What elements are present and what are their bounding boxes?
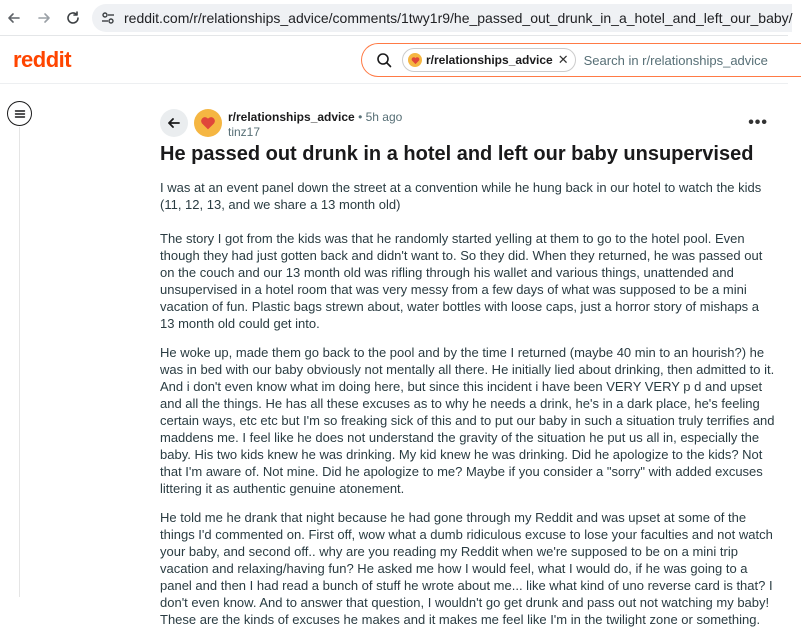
search-icon bbox=[374, 50, 394, 70]
subreddit-chip-label: r/relationships_advice bbox=[426, 53, 553, 67]
post-paragraph: I was at an event panel down the street at a convention while he hung back in our hotel to watch the kids (11, 12, 13, and we share a 13 month old) bbox=[160, 180, 762, 212]
site-settings-icon[interactable] bbox=[100, 8, 116, 28]
post-meta-line bbox=[228, 110, 402, 124]
author-link[interactable]: tinz17 bbox=[228, 125, 261, 139]
subreddit-heart-icon bbox=[408, 53, 422, 67]
subreddit-link[interactable]: r/relationships_advice bbox=[228, 110, 355, 124]
rail-divider bbox=[19, 127, 20, 597]
back-button[interactable] bbox=[160, 109, 188, 137]
url-text[interactable]: reddit.com/r/relationships_advice/comments/1twy1r9/he_passed_out_drunk_in_a_hotel_and_left_our_baby/ bbox=[124, 10, 793, 26]
browser-toolbar bbox=[0, 0, 793, 36]
forward-arrow-icon[interactable] bbox=[34, 8, 54, 28]
post-title: He passed out drunk in a hotel and left our baby unsupervised bbox=[160, 143, 754, 165]
reddit-logo[interactable]: reddit bbox=[13, 47, 72, 72]
overflow-menu-icon[interactable]: ••• bbox=[748, 114, 768, 131]
post-paragraph: He told me he drank that night because he had gone through my Reddit and was upset at some of the things I'd commented on. First off, wow what a dumb ridiculous excuse to lose your faculties and not watch your baby, and second off.. why are you reading my Reddit when we're supposed to be on a mini trip vacation and relaxing/having fun? He asked me how I would feel, what I would do, if he was going to a panel and then I had read a bunch of stuff he wrote about me... like what kind of uno reverse card is that? I don't even know. And to answer that question, I wouldn't go get drunk and pass out not watching my baby! These are the kinds of excuses he makes and it makes me feel like I'm in the twilight zone or something. bbox=[160, 510, 773, 627]
post-body bbox=[160, 179, 775, 640]
post-meta bbox=[160, 108, 770, 140]
back-arrow-icon[interactable] bbox=[4, 8, 24, 28]
subreddit-filter-chip[interactable] bbox=[402, 48, 576, 72]
menu-icon[interactable] bbox=[7, 101, 32, 126]
search-bar[interactable] bbox=[361, 43, 801, 77]
reload-icon[interactable] bbox=[63, 8, 83, 28]
meta-separator: • bbox=[358, 110, 363, 124]
subreddit-avatar[interactable] bbox=[194, 109, 222, 137]
address-bar[interactable] bbox=[92, 4, 792, 32]
post-paragraph: The story I got from the kids was that he randomly started yelling at them to go to the hotel pool. Even though they had just gotten back and didn't want to. So they did. When they returned, he was passed out on the couch and our 13 month old was rifling through his wallet and various things, unattended and unsupervised in a hotel room that was very messy from a few days of what was supposed to be a mini vacation of fun. Plastic bags strewn about, water bottles with loose caps, just a horror story of mishaps a 13 month old could get into. bbox=[160, 231, 763, 331]
search-input[interactable] bbox=[584, 53, 784, 68]
site-header bbox=[0, 37, 788, 84]
close-icon[interactable]: ✕ bbox=[557, 52, 569, 67]
left-rail bbox=[0, 85, 40, 589]
post-time: 5h ago bbox=[365, 110, 403, 124]
post-paragraph: He woke up, made them go back to the pool and by the time I returned (maybe 40 min to an hourish?) he was in bed with our baby obviously not mentally all there. He initially lied about drinking, then admitted to it. And i don't even know what im doing here, but since this incident i have been VERY VERY p d and upset and all the things. He has all these excuses as to why he needs a drink, he's in a dark place, he's feeling certain ways, etc etc but I'm so freaking sick of this and to put our baby in such a situation truly terrifies and maddens me. I feel like he does not understand the gravity of the situation he put us all in, especially the baby. His two kids knew he was drinking. My kid knew he was drinking. Did he apologize to the kids? Not that I'm aware of. Not mine. Did he apologize to me? Maybe if you consider a "sorry" with added excuses littering it as authentic genuine atonement. bbox=[160, 345, 775, 496]
